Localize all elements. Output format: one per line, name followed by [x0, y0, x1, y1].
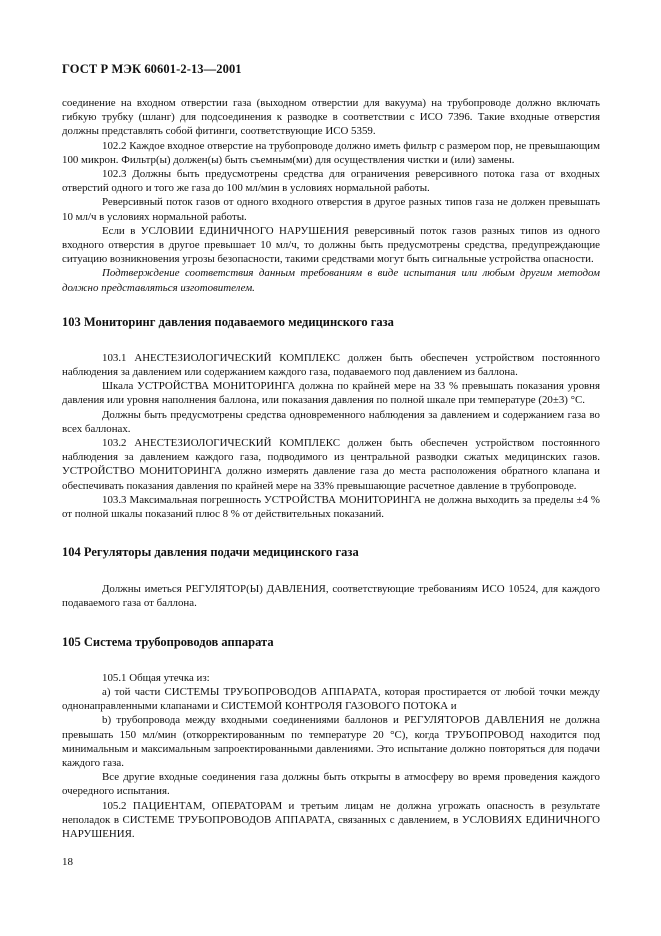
- conformity-note: Подтверждение соответствия данным требованиям в виде испытания или любым другим методом должно представляться изготовителем.: [62, 267, 600, 294]
- paragraph-103-3: 103.3 Максимальная погрешность УСТРОЙСТВА МОНИТОРИНГА не должна выходить за пределы ±4 % от полной шкалы показаний плюс 8 % от действительных показаний.: [62, 493, 600, 521]
- document-header: ГОСТ Р МЭК 60601-2-13—2001: [62, 62, 242, 76]
- section-105-title: 105 Система трубопроводов аппарата: [62, 634, 274, 649]
- section-103-title: 103 Мониторинг давления подаваемого медицинского газа: [62, 314, 394, 329]
- document-page: [62, 62, 600, 841]
- paragraph: Реверсивный поток газов от одного входного отверстия в другое разных типов газа не должен превышать 10 мл/ч в условиях нормальной работы.: [62, 196, 600, 223]
- list-item-b: b) трубопровода между входными соединениями баллонов и РЕГУЛЯТОРОВ ДАВЛЕНИЯ не должна превышать 150 мл/мин (откорректированным по температуре 20 °С), когда ТРУБОПРОВОД находится под минимальным и максимальным запроектированными давлениями. Это испытание должно повторяться для подачи каждого газа.: [62, 714, 600, 769]
- paragraph: Должны иметься РЕГУЛЯТОР(Ы) ДАВЛЕНИЯ, соответствующие требованиям ИСО 10524, для каждого подаваемого газа от баллона.: [62, 583, 600, 610]
- paragraph: Шкала УСТРОЙСТВА МОНИТОРИНГА должна по крайней мере на 33 % превышать показания уровня давления или уровня наполнения баллона, или показания давления по полной шкале при температуре (20±3) °С.: [62, 380, 600, 407]
- page-number: 18: [62, 856, 73, 868]
- list-item-a: a) той части СИСТЕМЫ ТРУБОПРОВОДОВ АППАРАТА, которая простирается от любой точки между однонаправленными клапанами и СИСТЕМОЙ КОНТРОЛЯ ГАЗОВОГО ПОТОКА и: [62, 685, 600, 713]
- paragraph: Должны быть предусмотрены средства одновременного наблюдения за давлением и содержанием газа во всех баллонах.: [62, 408, 600, 435]
- paragraph-102-3: 102.3 Должны быть предусмотрены средства для ограничения реверсивного потока газа от входных отверстий одного и того же газа до 100 мл/мин в условиях нормальной работы.: [62, 168, 600, 195]
- paragraph: соединение на входном отверстии газа (выходном отверстии для вакуума) на трубопроводе должно включать гибкую трубку (шланг) для подсоединения к разводке в соответствии с ИСО 7396. Такие входные отверстия должны представлять собой фитинги, соответствующие ИСО 5359.: [62, 97, 600, 138]
- paragraph-105-2: 105.2 ПАЦИЕНТАМ, ОПЕРАТОРАМ и третьим лицам не должна угрожать опасность в результате неполадок в СИСТЕМЕ ТРУБОПРОВОДОВ АППАРАТА, связанных с давлением, в УСЛОВИЯХ ЕДИНИЧНОГО НАРУШЕНИЯ.: [62, 799, 600, 840]
- paragraph-103-1: 103.1 АНЕСТЕЗИОЛОГИЧЕСКИЙ КОМПЛЕКС должен быть обеспечен устройством постоянного наблюдения за давлением или содержанием каждого газа, подаваемого под давлением из баллона.: [62, 351, 600, 379]
- section-104-title: 104 Регуляторы давления подачи медицинского газа: [62, 545, 359, 560]
- paragraph-102-2: 102.2 Каждое входное отверстие на трубопроводе должно иметь фильтр с размером пор, не превышающим 100 микрон. Фильтр(ы) должен(ы) быть съемным(ми) для осуществления чистки и (или) замены.: [62, 139, 600, 166]
- paragraph-105-1: 105.1 Общая утечка из:: [102, 671, 210, 684]
- paragraph: Если в УСЛОВИИ ЕДИНИЧНОГО НАРУШЕНИЯ реверсивный поток газов разных типов из одного входного отверстия в другое превышает 10 мл/ч, то должны быть предусмотрены средства, предупреждающие ситуацию возникновения угрозы безопасности, такими средствами могут быть сигнальные устройства опасности.: [62, 224, 600, 266]
- paragraph-103-2: 103.2 АНЕСТЕЗИОЛОГИЧЕСКИЙ КОМПЛЕКС должен быть обеспечен устройством постоянного наблюдения за давлением каждого газа, подводимого из центральной разводки сжатых медицинских газов. УСТРОЙСТВО МОНИТОРИНГА должно измерять давление газа до места расположения обратного клапана и обеспечивать показания давления по крайней мере на 33% превышающие расчетное давление в трубопроводе.: [62, 437, 600, 492]
- paragraph: Все другие входные соединения газа должны быть открыты в атмосферу во время проведения каждого очередного испытания.: [62, 771, 600, 798]
